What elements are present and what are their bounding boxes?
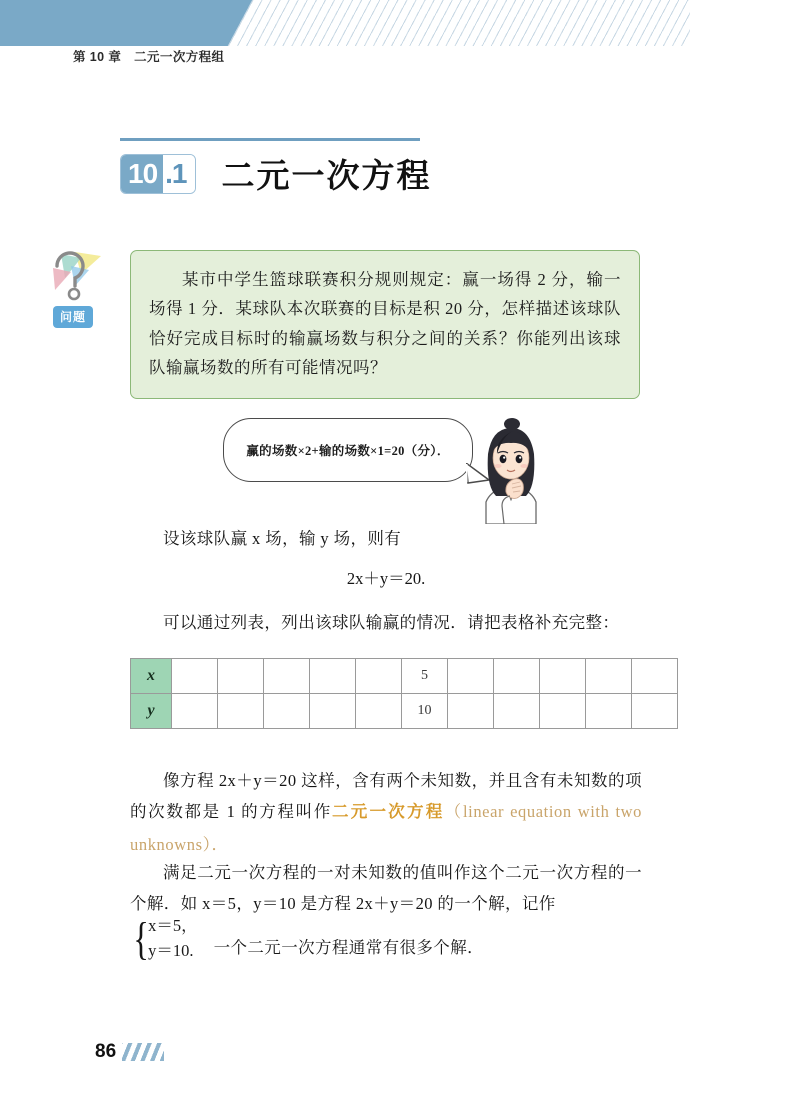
table-cell[interactable] xyxy=(494,694,540,729)
table-cell[interactable] xyxy=(540,694,586,729)
problem-statement-box xyxy=(130,250,640,399)
page-header-band xyxy=(0,0,801,46)
solution-y-value: y＝10. xyxy=(148,940,194,960)
folio-slashes-decoration xyxy=(122,1043,164,1061)
title-rule-divider xyxy=(120,138,420,141)
table-row-label: x xyxy=(131,659,172,694)
left-brace-glyph: { xyxy=(133,912,149,964)
speech-bubble xyxy=(223,418,473,482)
setup-paragraph: 设该球队赢 x 场，输 y 场，则有 xyxy=(163,529,402,548)
solution-note: 一个二元一次方程通常有很多个解． xyxy=(213,937,484,957)
blue-parallelogram-decoration xyxy=(0,0,252,46)
table-intro-paragraph: 可以通过列表，列出该球队输赢的情况．请把表格补充完整： xyxy=(163,613,620,632)
table-row xyxy=(131,659,678,694)
page-footer xyxy=(95,1041,164,1063)
definition-paragraph xyxy=(130,765,642,860)
solution-brace-block xyxy=(130,914,484,964)
table-cell[interactable] xyxy=(172,659,218,694)
table-cell[interactable] xyxy=(586,694,632,729)
girl-thinking-illustration xyxy=(468,414,554,524)
speech-bubble-text: 赢的场数×2+输的场数×1=20（分）． xyxy=(246,444,450,458)
table-cell[interactable] xyxy=(448,694,494,729)
table-cell[interactable] xyxy=(540,659,586,694)
chapter-number: 10 xyxy=(121,155,163,193)
table-cell[interactable] xyxy=(310,659,356,694)
table-row xyxy=(131,694,678,729)
table-cell[interactable] xyxy=(632,694,678,729)
table-cell[interactable] xyxy=(448,659,494,694)
values-table xyxy=(130,658,678,729)
question-marker xyxy=(40,248,106,328)
table-cell[interactable] xyxy=(356,659,402,694)
page-number: 86 xyxy=(95,1041,117,1062)
solution-definition-paragraph: 满足二元一次方程的一对未知数的值叫作这个二元一次方程的一个解．如 x＝5，y＝10 是方程 2x＋y＝20 的一个解，记作 xyxy=(130,863,642,914)
table-cell[interactable] xyxy=(218,694,264,729)
table-cell[interactable]: 5 xyxy=(402,659,448,694)
table-cell[interactable]: 10 xyxy=(402,694,448,729)
section-title-row xyxy=(120,150,432,197)
table-cell[interactable] xyxy=(632,659,678,694)
section-number-badge xyxy=(120,154,196,194)
table-cell[interactable] xyxy=(494,659,540,694)
table-cell[interactable] xyxy=(172,694,218,729)
table-cell[interactable] xyxy=(264,659,310,694)
key-term-chinese: 二元一次方程 xyxy=(331,803,445,822)
table-cell[interactable] xyxy=(586,659,632,694)
table-cell[interactable] xyxy=(356,694,402,729)
definition-text-before: 像方程 2x＋y＝20 这样，含有两个未知数，并且含有未知数的项的次数都是 1 的方程叫作 xyxy=(130,771,642,822)
page-title: 二元一次方程 xyxy=(221,157,432,194)
solution-x-value: x＝5， xyxy=(148,916,198,935)
running-header: 第 10 章 二元一次方程组 xyxy=(73,50,225,64)
key-term-english: （linear equation with two unknowns）． xyxy=(130,802,642,854)
display-equation: 2x＋y＝20. xyxy=(346,569,426,588)
question-mark-icon xyxy=(41,248,105,304)
section-number: .1 xyxy=(163,155,194,193)
solution-values xyxy=(148,914,198,964)
problem-statement-text: 某市中学生篮球联赛积分规则规定：赢一场得 2 分，输一场得 1 分．某球队本次联赛的目标是积 20 分，怎样描述该球队恰好完成目标时的输赢场数与积分之间的关系？你能列出该球队输赢场数的所有可能情况吗？ xyxy=(149,270,621,378)
table-cell[interactable] xyxy=(218,659,264,694)
table-cell[interactable] xyxy=(264,694,310,729)
table-row-label: y xyxy=(131,694,172,729)
table-cell[interactable] xyxy=(310,694,356,729)
question-label-badge: 问题 xyxy=(53,306,93,328)
